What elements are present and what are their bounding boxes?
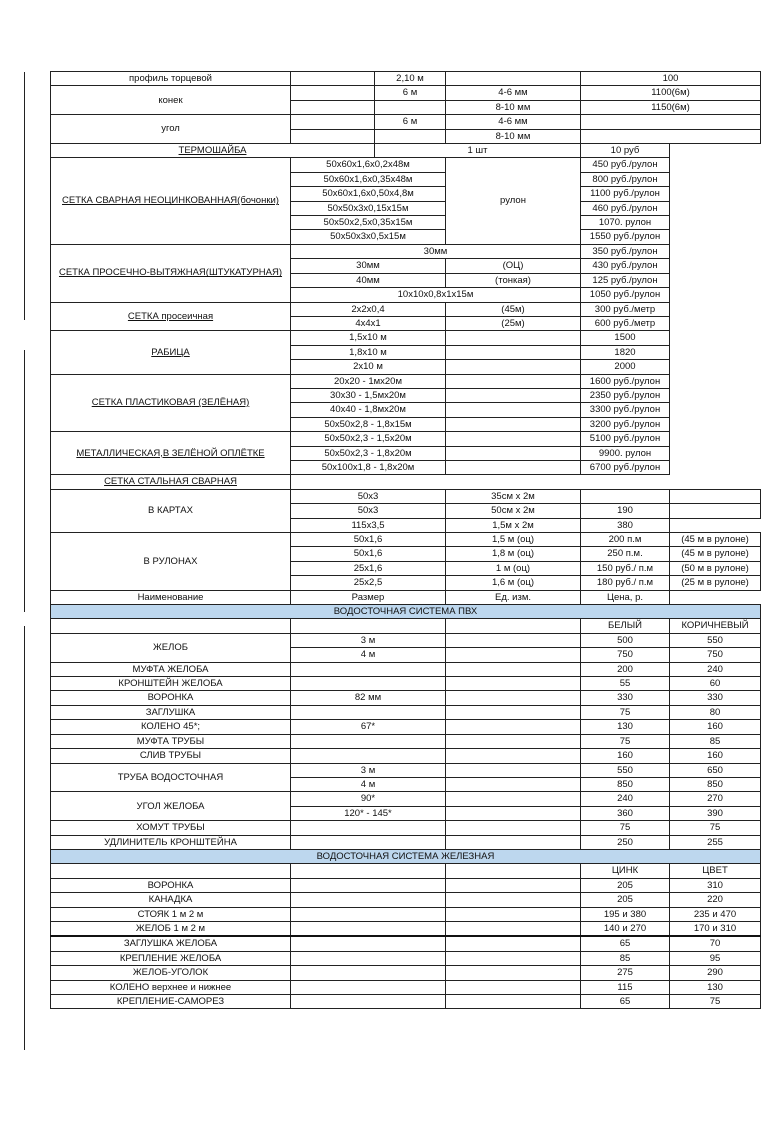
cell: ВОРОНКА xyxy=(51,878,291,892)
cell: 300 руб./метр xyxy=(581,302,670,316)
section-title: ВОДОСТОЧНАЯ СИСТЕМА ЖЕЛЕЗНАЯ xyxy=(51,849,761,863)
cell: ЗАГЛУШКА ЖЕЛОБА xyxy=(51,936,291,951)
cell: 120* - 145* xyxy=(291,806,446,820)
cell: 1,6 м (оц) xyxy=(446,576,581,590)
cell: 9900. рулон xyxy=(581,446,670,460)
cell: 50х50х2,8 - 1,8х15м xyxy=(291,417,446,431)
cell: 250 xyxy=(581,835,670,849)
cell: МУФТА ЖЕЛОБА xyxy=(51,662,291,676)
cell: 40х40 - 1,8мх20м xyxy=(291,403,446,417)
section-row xyxy=(51,605,761,619)
cell: 1070. рулон xyxy=(581,216,670,230)
cell: 3 м xyxy=(291,763,446,777)
cell: 50х1,6 xyxy=(291,533,446,547)
cell: 4 м xyxy=(291,777,446,791)
cell: ЖЕЛОБ xyxy=(51,633,291,662)
cell: 40мм xyxy=(291,273,446,287)
table-row xyxy=(51,720,761,734)
table-row xyxy=(51,893,761,907)
table-row xyxy=(51,691,761,705)
cell: 180 руб./ п.м xyxy=(581,576,670,590)
cell: 80 xyxy=(670,705,761,719)
cell: 250 п.м. xyxy=(581,547,670,561)
cell: 750 xyxy=(581,648,670,662)
cell: РАБИЦА xyxy=(51,331,291,374)
cell: 50х50х2,3 - 1,5х20м xyxy=(291,432,446,446)
cell: СЕТКА СВАРНАЯ НЕОЦИНКОВАННАЯ(бочонки) xyxy=(51,158,291,244)
cell: 205 xyxy=(581,878,670,892)
cell: 160 xyxy=(670,749,761,763)
cell: 50х50х3х0,5х15м xyxy=(291,230,446,244)
cell: КОЛЕНО верхнее и нижнее xyxy=(51,980,291,994)
cell: 850 xyxy=(581,777,670,791)
cell: 50х3 xyxy=(291,489,446,503)
cell: ЖЕЛОБ 1 м 2 м xyxy=(51,921,291,936)
table-row xyxy=(51,86,761,100)
cell: 330 xyxy=(670,691,761,705)
section-row xyxy=(51,849,761,863)
cell: 75 xyxy=(581,734,670,748)
cell: угол xyxy=(51,115,291,144)
cell: 3200 руб./рулон xyxy=(581,417,670,431)
cell: 1 шт xyxy=(375,144,581,158)
cell: (25м) xyxy=(446,316,581,330)
cell: В КАРТАХ xyxy=(51,489,291,532)
cell: 75 xyxy=(581,705,670,719)
cell: 2,10 м xyxy=(375,72,446,86)
cell: 1,5х10 м xyxy=(291,331,446,345)
cell: СЕТКА ПРОСЕЧНО-ВЫТЯЖНАЯ(ШТУКАТУРНАЯ) xyxy=(51,244,291,302)
table-row xyxy=(51,705,761,719)
cell: 1 м (оц) xyxy=(446,561,581,575)
cell: 25х1,6 xyxy=(291,561,446,575)
cell: 50х100х1,8 - 1,8х20м xyxy=(291,460,446,474)
cell: 140 и 270 xyxy=(581,921,670,936)
table-row xyxy=(51,936,761,951)
cell: Размер xyxy=(291,590,446,604)
cell: 380 xyxy=(581,518,670,532)
cell: СЕТКА просеичная xyxy=(51,302,291,331)
cell: 550 xyxy=(581,763,670,777)
cell: (45м) xyxy=(446,302,581,316)
cell: 160 xyxy=(670,720,761,734)
cell: 35см х 2м xyxy=(446,489,581,503)
cell: 255 xyxy=(670,835,761,849)
cell: 50х60х1,6х0,35х48м xyxy=(291,172,446,186)
cell: 3 м xyxy=(291,633,446,647)
cell: 6700 руб./рулон xyxy=(581,460,670,474)
table-row xyxy=(51,995,761,1009)
cell: СЕТКА СТАЛЬНАЯ СВАРНАЯ xyxy=(51,475,291,489)
section-title: ВОДОСТОЧНАЯ СИСТЕМА ПВХ xyxy=(51,605,761,619)
margin-line-top xyxy=(24,72,25,320)
table-row xyxy=(51,302,761,316)
table-row xyxy=(51,489,761,503)
cell: 1100(6м) xyxy=(581,86,761,100)
table-row xyxy=(51,921,761,936)
cell: 275 xyxy=(581,966,670,980)
cell: 390 xyxy=(670,806,761,820)
cell: ЖЕЛОБ-УГОЛОК xyxy=(51,966,291,980)
cell: 500 xyxy=(581,633,670,647)
cell: 4-6 мм xyxy=(446,115,581,129)
cell: 50х1,6 xyxy=(291,547,446,561)
cell: ХОМУТ ТРУБЫ xyxy=(51,821,291,835)
table-row xyxy=(51,835,761,849)
cell: КОРИЧНЕВЫЙ xyxy=(670,619,761,633)
cell: 125 руб./рулон xyxy=(581,273,670,287)
cell: 1,8х10 м xyxy=(291,345,446,359)
cell: 95 xyxy=(670,951,761,965)
cell: 170 и 310 xyxy=(670,921,761,936)
cell: 1600 руб./рулон xyxy=(581,374,670,388)
table-row xyxy=(51,980,761,994)
cell: 3300 руб./рулон xyxy=(581,403,670,417)
table-row xyxy=(51,821,761,835)
cell: 115 xyxy=(581,980,670,994)
cell: конек xyxy=(51,86,291,115)
cell: ЦИНК xyxy=(581,864,670,878)
cell: 1,8 м (оц) xyxy=(446,547,581,561)
cell: 160 xyxy=(581,749,670,763)
table-row xyxy=(51,907,761,921)
cell: Ед. изм. xyxy=(446,590,581,604)
table-row xyxy=(51,115,761,129)
cell: КАНАДКА xyxy=(51,893,291,907)
cell: 235 и 470 xyxy=(670,907,761,921)
cell: 650 xyxy=(670,763,761,777)
cell: 430 руб./рулон xyxy=(581,259,670,273)
cell: 2х10 м xyxy=(291,360,446,374)
table-row xyxy=(51,734,761,748)
cell: 4 м xyxy=(291,648,446,662)
cell: СЛИВ ТРУБЫ xyxy=(51,749,291,763)
cell: 1050 руб./рулон xyxy=(581,288,670,302)
cell: ЦВЕТ xyxy=(670,864,761,878)
cell: (ОЦ) xyxy=(446,259,581,273)
cell: 85 xyxy=(581,951,670,965)
cell: (45 м в рулоне) xyxy=(670,533,761,547)
cell: 450 руб./рулон xyxy=(581,158,670,172)
cell: (тонкая) xyxy=(446,273,581,287)
table-row xyxy=(51,633,761,647)
table-row xyxy=(51,878,761,892)
cell: 50х60х1,6х0,50х4,8м xyxy=(291,187,446,201)
cell: 205 xyxy=(581,893,670,907)
cell: 195 и 380 xyxy=(581,907,670,921)
cell: 240 xyxy=(670,662,761,676)
table-row xyxy=(51,244,761,258)
table-row xyxy=(51,432,761,446)
cell: 4-6 мм xyxy=(446,86,581,100)
cell: 1,5м х 2м xyxy=(446,518,581,532)
cell: 1100 руб./рулон xyxy=(581,187,670,201)
cell: УДЛИНИТЕЛЬ КРОНШТЕЙНА xyxy=(51,835,291,849)
cell: 130 xyxy=(581,720,670,734)
cell: 8-10 мм xyxy=(446,129,581,143)
cell: 75 xyxy=(581,821,670,835)
cell: 1,5 м (оц) xyxy=(446,533,581,547)
margin-line-bottom xyxy=(24,626,25,1050)
cell: 30мм xyxy=(291,244,581,258)
cell: 50х60х1,6х0,2х48м xyxy=(291,158,446,172)
cell: 50х50х2,3 - 1,8х20м xyxy=(291,446,446,460)
cell: 65 xyxy=(581,936,670,951)
table-row xyxy=(51,792,761,806)
cell: 6 м xyxy=(375,86,446,100)
cell: МУФТА ТРУБЫ xyxy=(51,734,291,748)
cell: профиль торцевой xyxy=(51,72,291,86)
cell: 10 руб xyxy=(581,144,670,158)
table-row xyxy=(51,72,761,86)
cell: 90* xyxy=(291,792,446,806)
table-row xyxy=(51,144,761,158)
cell: 20х20 - 1мх20м xyxy=(291,374,446,388)
cell: 6 м xyxy=(375,115,446,129)
cell: 1550 руб./рулон xyxy=(581,230,670,244)
cell: ЗАГЛУШКА xyxy=(51,705,291,719)
cell: Наименование xyxy=(51,590,291,604)
cell: КОЛЕНО 45*; xyxy=(51,720,291,734)
cell: 65 xyxy=(581,995,670,1009)
cell: 2000 xyxy=(581,360,670,374)
table-row xyxy=(51,533,761,547)
cell: 800 руб./рулон xyxy=(581,172,670,186)
cell: КРЕПЛЕНИЕ ЖЕЛОБА xyxy=(51,951,291,965)
cell: 460 руб./рулон xyxy=(581,201,670,215)
table-row xyxy=(51,763,761,777)
cell: 850 xyxy=(670,777,761,791)
cell: В РУЛОНАХ xyxy=(51,533,291,591)
cell: 150 руб./ п.м xyxy=(581,561,670,575)
cell: 1150(6м) xyxy=(581,100,761,114)
cell: КРЕПЛЕНИЕ-САМОРЕЗ xyxy=(51,995,291,1009)
table-row xyxy=(51,374,761,388)
cell: ТРУБА ВОДОСТОЧНАЯ xyxy=(51,763,291,792)
cell: рулон xyxy=(446,158,581,244)
table-row xyxy=(51,619,761,633)
cell: 10х10х0,8х1х15м xyxy=(291,288,581,302)
cell: 750 xyxy=(670,648,761,662)
price-table xyxy=(50,71,761,1009)
cell: 550 xyxy=(670,633,761,647)
cell: 75 xyxy=(670,995,761,1009)
cell: УГОЛ ЖЕЛОБА xyxy=(51,792,291,821)
cell: 2х2х0,4 xyxy=(291,302,446,316)
cell: КРОНШТЕЙН ЖЕЛОБА xyxy=(51,677,291,691)
cell: 190 xyxy=(581,504,670,518)
cell: 50х50х2,5х0,35х15м xyxy=(291,216,446,230)
cell: 2350 руб./рулон xyxy=(581,388,670,402)
cell: 270 xyxy=(670,792,761,806)
table-row xyxy=(51,158,761,172)
cell: 50см х 2м xyxy=(446,504,581,518)
cell: 240 xyxy=(581,792,670,806)
cell: 75 xyxy=(670,821,761,835)
table-row xyxy=(51,677,761,691)
cell: ВОРОНКА xyxy=(51,691,291,705)
cell: СЕТКА ПЛАСТИКОВАЯ (ЗЕЛЁНАЯ) xyxy=(51,374,291,432)
cell: 67* xyxy=(291,720,446,734)
cell: 50х50х3х0,15х15м xyxy=(291,201,446,215)
cell: 30х30 - 1,5мх20м xyxy=(291,388,446,402)
cell: (50 м в рулоне) xyxy=(670,561,761,575)
margin-line-middle xyxy=(24,350,25,612)
cell: 130 xyxy=(670,980,761,994)
cell: Цена, р. xyxy=(581,590,670,604)
header-row xyxy=(51,590,761,604)
cell: 85 xyxy=(670,734,761,748)
cell: 55 xyxy=(581,677,670,691)
cell: 350 руб./рулон xyxy=(581,244,670,258)
cell: 1820 xyxy=(581,345,670,359)
cell: 5100 руб./рулон xyxy=(581,432,670,446)
cell: 70 xyxy=(670,936,761,951)
cell: 25х2,5 xyxy=(291,576,446,590)
table-row xyxy=(51,749,761,763)
cell: 4х4х1 xyxy=(291,316,446,330)
cell: МЕТАЛЛИЧЕСКАЯ,В ЗЕЛЁНОЙ ОПЛЁТКЕ xyxy=(51,432,291,475)
cell: (25 м в рулоне) xyxy=(670,576,761,590)
table-row xyxy=(51,662,761,676)
table-row xyxy=(51,951,761,965)
cell: 1500 xyxy=(581,331,670,345)
cell: 115х3,5 xyxy=(291,518,446,532)
cell: 60 xyxy=(670,677,761,691)
cell: 360 xyxy=(581,806,670,820)
table-row xyxy=(51,966,761,980)
cell: 200 п.м xyxy=(581,533,670,547)
cell: 82 мм xyxy=(291,691,446,705)
cell: 600 руб./метр xyxy=(581,316,670,330)
table-row xyxy=(51,475,761,489)
cell: 200 xyxy=(581,662,670,676)
table-row xyxy=(51,864,761,878)
cell: БЕЛЫЙ xyxy=(581,619,670,633)
cell: СТОЯК 1 м 2 м xyxy=(51,907,291,921)
cell: 290 xyxy=(670,966,761,980)
cell: 100 xyxy=(581,72,761,86)
cell: (45 м в рулоне) xyxy=(670,547,761,561)
cell: 310 xyxy=(670,878,761,892)
cell: 8-10 мм xyxy=(446,100,581,114)
table-row xyxy=(51,331,761,345)
cell: 50х3 xyxy=(291,504,446,518)
cell: 330 xyxy=(581,691,670,705)
cell: 30мм xyxy=(291,259,446,273)
cell: ТЕРМОШАЙБА xyxy=(51,144,375,158)
cell: 220 xyxy=(670,893,761,907)
